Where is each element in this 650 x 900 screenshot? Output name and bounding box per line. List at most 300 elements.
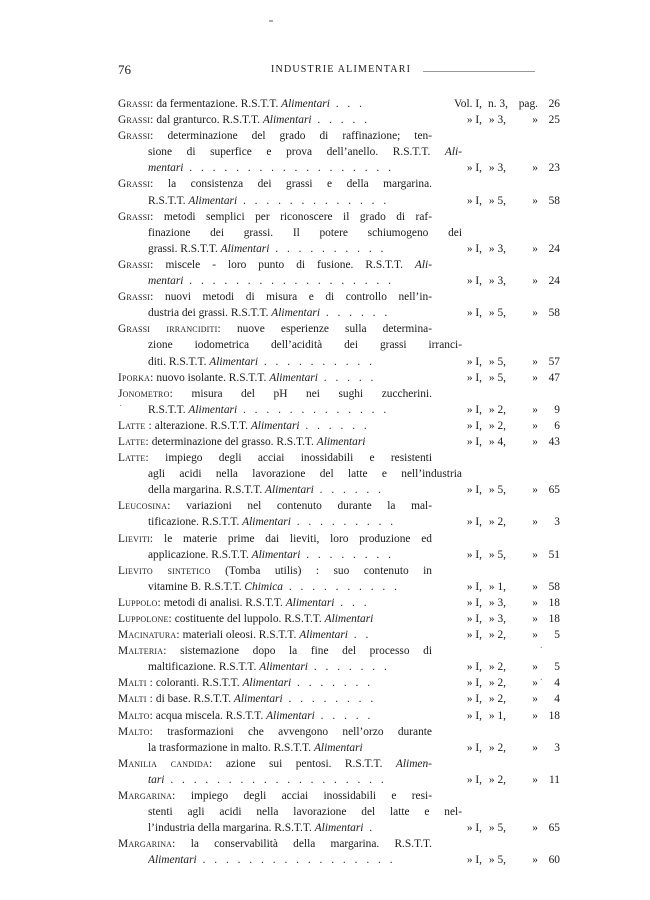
dot-leader: . . [347, 629, 372, 642]
entry-description: R.S.T.T. [148, 403, 189, 416]
journal-name: Alimentari [281, 98, 330, 110]
entry-description: impiego degli acciai inossidabili e resi- [175, 790, 432, 803]
journal-name: mentari [148, 275, 184, 288]
volume: Vol. I, [454, 98, 482, 110]
header-rule [423, 71, 535, 72]
entry-description: variazioni nel contenuto durante la mal- [170, 500, 432, 513]
page-label: » [532, 677, 538, 690]
entry-text [148, 305, 436, 321]
citation [438, 96, 560, 112]
entry-text [148, 466, 462, 482]
page-reference: 6 [554, 419, 560, 432]
dot-leader: . . . . . . . . . . [258, 355, 375, 368]
page-label: » [532, 629, 538, 642]
journal-name: Alimentari [299, 629, 348, 642]
entry-text [118, 643, 432, 659]
entry-text [118, 836, 432, 852]
issue-number: » 5, [488, 484, 506, 497]
entry-text [118, 563, 432, 579]
dot-leader: . . . . . . . . . . . . . . . . . . [183, 162, 394, 175]
entry-description: l’industria della margarina. R.S.T.T. [148, 822, 315, 835]
page-label: » [532, 548, 538, 561]
page-label: » [532, 355, 538, 368]
dot-leader: . . . . . . . . . . [269, 242, 387, 255]
volume: » I, [466, 403, 482, 416]
issue-number: » 5, [488, 548, 506, 561]
entry-description: R.S.T.T. [148, 194, 189, 207]
entry-text [148, 482, 436, 498]
issue-number: » 2, [488, 661, 506, 674]
citation [438, 273, 560, 289]
entry-heading: Macinatura: [118, 629, 180, 642]
journal-name: Alimentari [188, 403, 238, 416]
citation [438, 193, 560, 209]
citation [438, 772, 560, 788]
page-label: » [532, 484, 538, 497]
entry-description: impiego degli acciai inossidabili e resistenti [148, 452, 432, 465]
entry-heading: Malti : [118, 693, 154, 706]
entry-text [148, 804, 462, 820]
entry-text [118, 112, 436, 128]
issue-number: » 2, [488, 403, 506, 416]
entry-text [118, 289, 432, 305]
citation [438, 627, 560, 643]
volume: » I, [466, 677, 482, 690]
volume: » I, [466, 661, 482, 674]
entry-heading: Luppolone: [118, 613, 172, 625]
page-reference: 51 [548, 548, 560, 561]
index-line [118, 482, 560, 498]
citation [438, 659, 560, 675]
entry-description: costituente del luppolo. R.S.T.T. [171, 613, 325, 625]
index-line [118, 241, 560, 257]
volume: » I, [466, 854, 482, 867]
volume: » I, [466, 484, 482, 497]
entry-heading: Grassi: [118, 258, 154, 271]
entry-text [148, 144, 462, 160]
volume: » I, [466, 114, 482, 127]
page-label: » [532, 693, 538, 706]
dot-leader: . . . . . . . . [300, 548, 394, 561]
issue-number: » 5, [488, 822, 506, 835]
entry-description: nuovo isolante. R.S.T.T. [153, 371, 270, 384]
dot-leader: . . . . . [317, 371, 377, 384]
index-line [118, 756, 540, 772]
page-label: » [532, 194, 538, 207]
volume: » I, [466, 516, 482, 529]
page-reference: 5 [554, 629, 560, 642]
entry-text [148, 402, 436, 418]
dot-leader: . . . . . . . . . . . . . . . . . [196, 854, 396, 867]
journal-name: Ali- [414, 258, 432, 271]
print-mark [269, 20, 273, 22]
issue-number: » 2, [488, 419, 506, 432]
entry-description: maltificazione. R.S.T.T. [148, 661, 260, 674]
entry-description: da fermentazione. R.S.T.T. [153, 98, 282, 110]
dot-leader: . . . . . . . . . . [283, 580, 400, 593]
citation [438, 547, 560, 563]
page-header [118, 62, 538, 80]
index-line [118, 788, 540, 804]
page-reference: 65 [548, 484, 560, 497]
journal-name: Ali- [444, 146, 462, 159]
entry-description: nuove esperienze sulla determina- [220, 323, 432, 336]
page-label: » [532, 435, 538, 448]
page-reference: 65 [548, 822, 560, 835]
entry-text [118, 627, 436, 643]
citation [438, 241, 560, 257]
volume: » I, [466, 580, 482, 593]
citation [438, 354, 560, 370]
issue-number: » 2, [488, 741, 506, 754]
entry-heading: Iporka: [118, 371, 154, 384]
index-line [118, 337, 540, 353]
entry-text [148, 852, 436, 868]
issue-number: » 3, [488, 596, 506, 609]
page-label: » [532, 661, 538, 674]
entry-description: applicazione. R.S.T.T. [148, 548, 252, 561]
dot-leader: . . . . . . [320, 307, 391, 320]
entry-heading: Leucosina: [118, 500, 171, 513]
index-line [118, 418, 560, 434]
entry-text [118, 531, 432, 547]
page-label: » [532, 162, 538, 175]
page-reference: 43 [548, 435, 560, 448]
volume: » I, [466, 419, 482, 432]
volume: » I, [466, 371, 482, 384]
index-line [118, 836, 540, 852]
entry-description: della margarina. R.S.T.T. [148, 484, 266, 497]
journal-name: Alimentari [209, 355, 259, 368]
index-line [118, 595, 560, 611]
entry-description: determinazione del grado di raffinazione; ten- [153, 130, 432, 143]
index-line [118, 386, 540, 402]
journal-name: Alimentari [220, 242, 270, 255]
journal-name: Alimentari [259, 661, 308, 674]
dot-leader: . . . . . . . [291, 677, 374, 690]
dot-leader: . . . . . . [299, 419, 370, 432]
entry-description: le materie prime dai lieviti, loro produzione ed [153, 532, 432, 545]
issue-number: » 1, [488, 580, 506, 593]
citation [438, 691, 560, 707]
entry-description: zione iodometrica dell’acidità dei grassi irranci- [148, 339, 462, 352]
entry-heading: Manilia candida: [118, 757, 213, 770]
page-reference: 18 [548, 709, 560, 722]
entry-description: sione di superfice e prova dell’anello. R.S.T.T. [148, 146, 445, 159]
entry-description: diti. R.S.T.T. [148, 355, 210, 368]
entry-text [118, 498, 432, 514]
index-line [118, 466, 540, 482]
dot-leader: . . . [329, 98, 365, 110]
journal-name: Alimentari [266, 709, 315, 722]
index-line [118, 691, 560, 707]
entry-description: dustria dei grassi. R.S.T.T. [148, 307, 272, 320]
dot-leader: . [363, 822, 376, 835]
journal-name: Alimentari [316, 435, 366, 448]
issue-number: » 2, [488, 629, 506, 642]
entry-description: metodi semplici per riconoscere il grado di raf- [153, 210, 432, 223]
page-reference: 5 [554, 661, 560, 674]
journal-name: Alimentari [188, 194, 238, 207]
citation [438, 514, 560, 530]
page-reference: 23 [548, 162, 560, 175]
page-label: » [532, 275, 538, 288]
entry-text [118, 96, 436, 112]
entry-description: la conservabilità della margarina. R.S.T.T. [175, 838, 432, 851]
entry-text [118, 788, 432, 804]
citation [438, 740, 560, 756]
entry-description: di base. R.S.T.T. [153, 693, 234, 706]
entry-text [118, 724, 432, 740]
entry-description: materiali oleosi. R.S.T.T. [179, 629, 300, 642]
index-line [118, 402, 560, 418]
issue-number: » 5, [488, 307, 506, 320]
index-line [118, 708, 560, 724]
entry-text [148, 820, 436, 836]
volume: » I, [466, 629, 482, 642]
volume: » I, [466, 548, 482, 561]
issue-number: » 3, [488, 242, 506, 255]
page-reference: 58 [548, 194, 560, 207]
dot-leader: . . . . . . . . . . . . . [237, 403, 390, 416]
volume: » I, [466, 709, 482, 722]
index-line [118, 514, 560, 530]
volume: » I, [466, 307, 482, 320]
entry-description: miscele - loro punto di fusione. R.S.T.T. [153, 258, 415, 271]
citation [438, 370, 560, 386]
entry-description: azione sui pentosi. R.S.T.T. [212, 757, 396, 770]
entry-description: trasformazioni che avvengono nell’orzo durante [152, 725, 432, 738]
stray-mark: . [540, 640, 543, 651]
entry-description: vitamine B. R.S.T.T. [148, 580, 245, 593]
entry-heading: Grassi: [118, 178, 154, 191]
citation [438, 708, 560, 724]
entry-heading: Latte: [118, 452, 149, 465]
issue-number: » 5, [488, 194, 506, 207]
entry-description: sistemazione dopo la fine del processo di [166, 645, 432, 658]
index-line [118, 531, 540, 547]
page-reference: 25 [548, 114, 560, 127]
journal-name: Alimentari [271, 307, 321, 320]
journal-name: Alimentari [269, 371, 318, 384]
entry-text [148, 740, 436, 756]
dot-leader: . . . . . [314, 709, 374, 722]
journal-name: Alimentari [314, 822, 364, 835]
citation [438, 434, 560, 450]
volume: » I, [466, 194, 482, 207]
index-line [118, 579, 560, 595]
page-reference: 4 [554, 677, 560, 690]
volume: » I, [466, 435, 482, 448]
page-number: 76 [118, 62, 131, 77]
index-line [118, 257, 540, 273]
page-label: » [532, 403, 538, 416]
page-reference: 24 [548, 275, 560, 288]
entry-text [118, 209, 432, 225]
index-line [118, 144, 540, 160]
index-line [118, 128, 540, 144]
page-reference: 11 [549, 773, 560, 786]
entry-text [118, 418, 436, 434]
issue-number: » 2, [488, 677, 506, 690]
page-label: » [532, 419, 538, 432]
volume: » I, [466, 773, 482, 786]
entry-text [118, 611, 436, 627]
index-line [118, 209, 540, 225]
index-line [118, 370, 560, 386]
entry-description: acqua miscela. R.S.T.T. [152, 709, 267, 722]
volume: » I, [466, 741, 482, 754]
entry-heading: Grassi: [118, 291, 154, 304]
entry-text [148, 193, 436, 209]
entry-text [118, 691, 436, 707]
entry-text [148, 241, 436, 257]
volume: » I, [466, 693, 482, 706]
journal-name: Alimentari [285, 596, 335, 609]
entry-text [148, 514, 436, 530]
issue-number: n. 3, [488, 98, 508, 110]
entry-text [118, 257, 432, 273]
page-label: » [532, 709, 538, 722]
stray-mark: ˙ [119, 404, 123, 415]
entry-heading: Latte: [118, 435, 149, 448]
page-label: » [532, 773, 538, 786]
entry-text [118, 708, 436, 724]
journal-name: Alimentari [250, 419, 300, 432]
entry-heading: Grassi: [118, 98, 154, 110]
volume: » I, [466, 596, 482, 609]
entry-description: (Tomba utilis) : suo contenuto in [210, 564, 432, 577]
page-label: » [532, 613, 538, 625]
page-reference: 18 [548, 596, 560, 609]
page-reference: 58 [548, 580, 560, 593]
citation [438, 675, 560, 691]
entry-description: la trasformazione in malto. R.S.T.T. [148, 741, 314, 754]
entry-text [148, 225, 462, 241]
page-label: » [532, 242, 538, 255]
citation [438, 402, 560, 418]
entry-description: misura del pH nei sughi zuccherini. [172, 387, 432, 400]
entry-description: nuovi metodi di misura e di controllo nell’in- [153, 291, 432, 304]
issue-number: » 3, [488, 613, 506, 625]
page-label: » [532, 822, 538, 835]
issue-number: » 2, [488, 773, 506, 786]
entry-text [118, 386, 432, 402]
page-label: » [532, 371, 538, 384]
page-reference: 47 [548, 371, 560, 384]
index-line [118, 176, 540, 192]
volume: » I, [466, 162, 482, 175]
issue-number: » 3, [488, 275, 506, 288]
entry-description: la consistenza dei grassi e della margarina. [153, 178, 432, 191]
issue-number: » 5, [488, 854, 506, 867]
page-reference: 9 [554, 403, 560, 416]
entry-text [118, 370, 436, 386]
page-label: » [532, 596, 538, 609]
journal-name: mentari [148, 162, 184, 175]
entry-heading: Grassi: [118, 210, 154, 223]
index-line [118, 804, 540, 820]
page-label: » [532, 854, 538, 867]
citation [438, 852, 560, 868]
index-line [118, 659, 560, 675]
entry-text [148, 273, 436, 289]
entry-description: alterazione. R.S.T.T. [151, 419, 251, 432]
page-reference: 24 [548, 242, 560, 255]
dot-leader: . . . . . . [313, 484, 384, 497]
dot-leader: . . . . . . . . . [290, 516, 397, 529]
dot-leader: . . . . . [311, 114, 371, 127]
index-line [118, 160, 560, 176]
index-line [118, 675, 560, 691]
index-line [118, 772, 560, 788]
dot-leader: . . . . . . . [307, 661, 390, 674]
entry-text [118, 128, 432, 144]
index-line [118, 354, 560, 370]
index-line [118, 112, 560, 128]
entry-description: stenti agli acidi nella lavorazione del latte e nel- [148, 806, 462, 819]
volume: » I, [466, 822, 482, 835]
citation [438, 418, 560, 434]
journal-name: Alimentari [313, 741, 363, 754]
entry-heading: Malti : [118, 677, 154, 690]
journal-name: Alimentari [233, 693, 283, 706]
journal-name: Alimentari [242, 516, 291, 529]
journal-name: Alimentari [324, 613, 374, 625]
issue-number: » 4, [488, 435, 506, 448]
citation [438, 820, 560, 836]
entry-text [118, 176, 432, 192]
index-line [118, 225, 540, 241]
entry-text [118, 450, 432, 466]
entry-description: coloranti. R.S.T.T. [153, 677, 243, 690]
journal-name: Alimentari [265, 484, 314, 497]
entry-text [148, 772, 436, 788]
entry-description: grassi. R.S.T.T. [148, 242, 221, 255]
journal-name: Alimentari [251, 548, 301, 561]
volume: » I, [466, 242, 482, 255]
index-line [118, 547, 560, 563]
entry-heading: Lievito sintetico [118, 564, 211, 577]
page-reference: 58 [548, 307, 560, 320]
index-line [118, 724, 540, 740]
entry-text [118, 675, 436, 691]
index-line [118, 305, 560, 321]
entry-heading: Grassi: [118, 114, 154, 127]
entry-text [148, 337, 462, 353]
entry-description: determinazione del grasso. R.S.T.T. [148, 435, 317, 448]
issue-number: » 2, [488, 693, 506, 706]
index-line [118, 611, 560, 627]
page-reference: 18 [548, 613, 560, 625]
journal-name: tari [148, 773, 165, 786]
page-label: » [532, 114, 538, 127]
issue-number: » 5, [488, 371, 506, 384]
entry-heading: Margarina: [118, 790, 176, 803]
page-label: pag. [518, 98, 538, 110]
index-line [118, 321, 540, 337]
stray-mark: . [540, 672, 543, 683]
dot-leader: . . . . . . . . . . . . . . . . . . . [164, 773, 387, 786]
entry-heading: Malto: [118, 725, 153, 738]
journal-name: Alimen- [395, 757, 432, 770]
page-reference: 4 [554, 693, 560, 706]
page-label: » [532, 580, 538, 593]
entry-text [148, 547, 436, 563]
citation [438, 482, 560, 498]
index-line [118, 193, 560, 209]
page-reference: 3 [554, 741, 560, 754]
